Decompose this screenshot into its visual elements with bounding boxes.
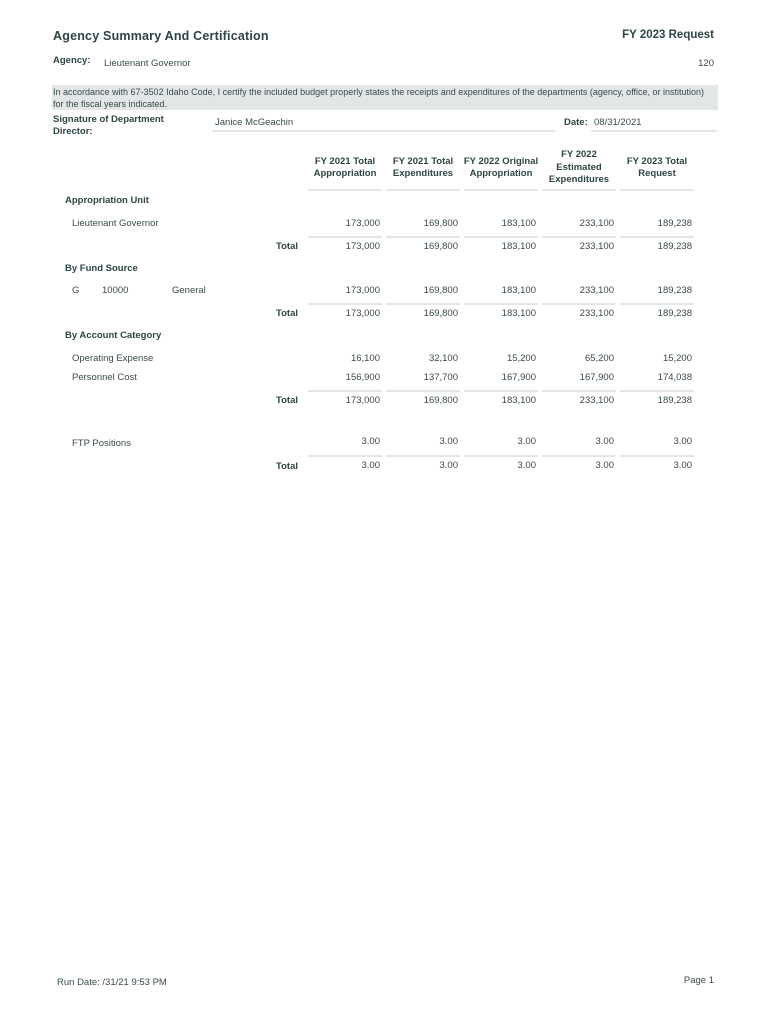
cell-value: 183,100 xyxy=(501,218,536,229)
row-label: Personnel Cost xyxy=(72,372,137,383)
cell-value: 189,238 xyxy=(657,285,692,296)
total-value: 3.00 xyxy=(439,460,458,471)
total-rule xyxy=(386,303,460,305)
agency-number: 120 xyxy=(698,58,714,69)
signature-line xyxy=(212,130,555,132)
column-rule xyxy=(542,189,616,191)
cell-value: 3.00 xyxy=(595,436,614,447)
total-value: 183,100 xyxy=(501,395,536,406)
date-line xyxy=(591,130,717,132)
agency-label: Agency: xyxy=(53,55,91,66)
column-header: FY 2022 Original Appropriation xyxy=(463,155,539,179)
date-label: Date: xyxy=(564,117,588,128)
total-value: 3.00 xyxy=(517,460,536,471)
cell-value: 3.00 xyxy=(361,436,380,447)
cell-value: 3.00 xyxy=(673,436,692,447)
total-label: Total xyxy=(276,308,298,319)
total-value: 3.00 xyxy=(673,460,692,471)
total-value: 169,800 xyxy=(423,308,458,319)
section-heading-appropriation-unit: Appropriation Unit xyxy=(65,195,149,206)
cell-value: 167,900 xyxy=(579,372,614,383)
column-rule xyxy=(620,189,694,191)
total-value: 173,000 xyxy=(345,308,380,319)
total-rule xyxy=(542,236,616,238)
cell-value: 174,038 xyxy=(657,372,692,383)
row-label: Operating Expense xyxy=(72,353,154,364)
total-rule xyxy=(308,236,382,238)
total-value: 173,000 xyxy=(345,241,380,252)
cell-value: 169,800 xyxy=(423,218,458,229)
page-number: Page 1 xyxy=(683,975,714,986)
row-label: Lieutenant Governor xyxy=(72,218,159,229)
cell-value: 15,200 xyxy=(662,353,692,364)
signature-label: Signature of Department Director: xyxy=(53,114,164,137)
total-value: 169,800 xyxy=(423,241,458,252)
section-heading-account-category: By Account Category xyxy=(65,330,162,341)
total-value: 189,238 xyxy=(657,308,692,319)
total-rule xyxy=(542,455,616,457)
cell-value: 32,100 xyxy=(428,353,458,364)
row-label: FTP Positions xyxy=(72,438,131,449)
certification-text: In accordance with 67-3502 Idaho Code, I certify the included budget properly states the receipts and expenditures of the departments (agency, office, or institution) for the fiscal years indicated. xyxy=(53,87,705,109)
total-rule xyxy=(386,236,460,238)
total-rule xyxy=(464,390,538,392)
cell-value: 156,900 xyxy=(345,372,380,383)
signature-name: Janice McGeachin xyxy=(215,117,294,128)
column-header: FY 2021 Total Expenditures xyxy=(392,155,454,179)
total-label: Total xyxy=(276,395,298,406)
total-value: 183,100 xyxy=(501,308,536,319)
section-heading-fund-source: By Fund Source xyxy=(65,263,138,274)
request-year: FY 2023 Request xyxy=(622,29,714,41)
total-rule xyxy=(620,303,694,305)
total-rule xyxy=(464,455,538,457)
total-value: 189,238 xyxy=(657,395,692,406)
total-value: 3.00 xyxy=(595,460,614,471)
cell-value: 15,200 xyxy=(506,353,536,364)
total-rule xyxy=(308,455,382,457)
total-value: 169,800 xyxy=(423,395,458,406)
total-rule xyxy=(308,303,382,305)
column-rule xyxy=(464,189,538,191)
total-value: 233,100 xyxy=(579,395,614,406)
total-rule xyxy=(464,236,538,238)
date-value: 08/31/2021 xyxy=(594,117,642,128)
total-rule xyxy=(386,455,460,457)
cell-value: 137,700 xyxy=(423,372,458,383)
total-value: 189,238 xyxy=(657,241,692,252)
fund-code: G xyxy=(72,285,80,296)
column-rule xyxy=(308,189,382,191)
cell-value: 3.00 xyxy=(517,436,536,447)
cell-value: 183,100 xyxy=(501,285,536,296)
cell-value: 16,100 xyxy=(350,353,380,364)
total-rule xyxy=(386,390,460,392)
cell-value: 3.00 xyxy=(439,436,458,447)
column-header: FY 2023 Total Request xyxy=(626,155,688,179)
total-rule xyxy=(308,390,382,392)
cell-value: 173,000 xyxy=(345,285,380,296)
cell-value: 173,000 xyxy=(345,218,380,229)
cell-value: 169,800 xyxy=(423,285,458,296)
total-rule xyxy=(542,303,616,305)
run-date: Run Date: /31/21 9:53 PM xyxy=(57,977,167,988)
total-value: 183,100 xyxy=(501,241,536,252)
total-value: 173,000 xyxy=(345,395,380,406)
total-label: Total xyxy=(276,241,298,252)
fund-number: 10000 xyxy=(102,285,129,296)
total-rule xyxy=(620,455,694,457)
total-rule xyxy=(620,390,694,392)
column-rule xyxy=(386,189,460,191)
total-rule xyxy=(620,236,694,238)
total-rule xyxy=(464,303,538,305)
column-header: FY 2022 Estimated Expenditures xyxy=(548,149,610,186)
agency-name: Lieutenant Governor xyxy=(104,58,191,69)
cell-value: 189,238 xyxy=(657,218,692,229)
cell-value: 233,100 xyxy=(579,285,614,296)
total-label: Total xyxy=(276,461,298,472)
cell-value: 233,100 xyxy=(579,218,614,229)
column-header: FY 2021 Total Appropriation xyxy=(313,155,377,179)
total-rule xyxy=(542,390,616,392)
cell-value: 167,900 xyxy=(501,372,536,383)
cell-value: 65,200 xyxy=(584,353,614,364)
total-value: 233,100 xyxy=(579,241,614,252)
page-title: Agency Summary And Certification xyxy=(53,29,269,43)
fund-name: General xyxy=(172,285,206,296)
total-value: 233,100 xyxy=(579,308,614,319)
total-value: 3.00 xyxy=(361,460,380,471)
